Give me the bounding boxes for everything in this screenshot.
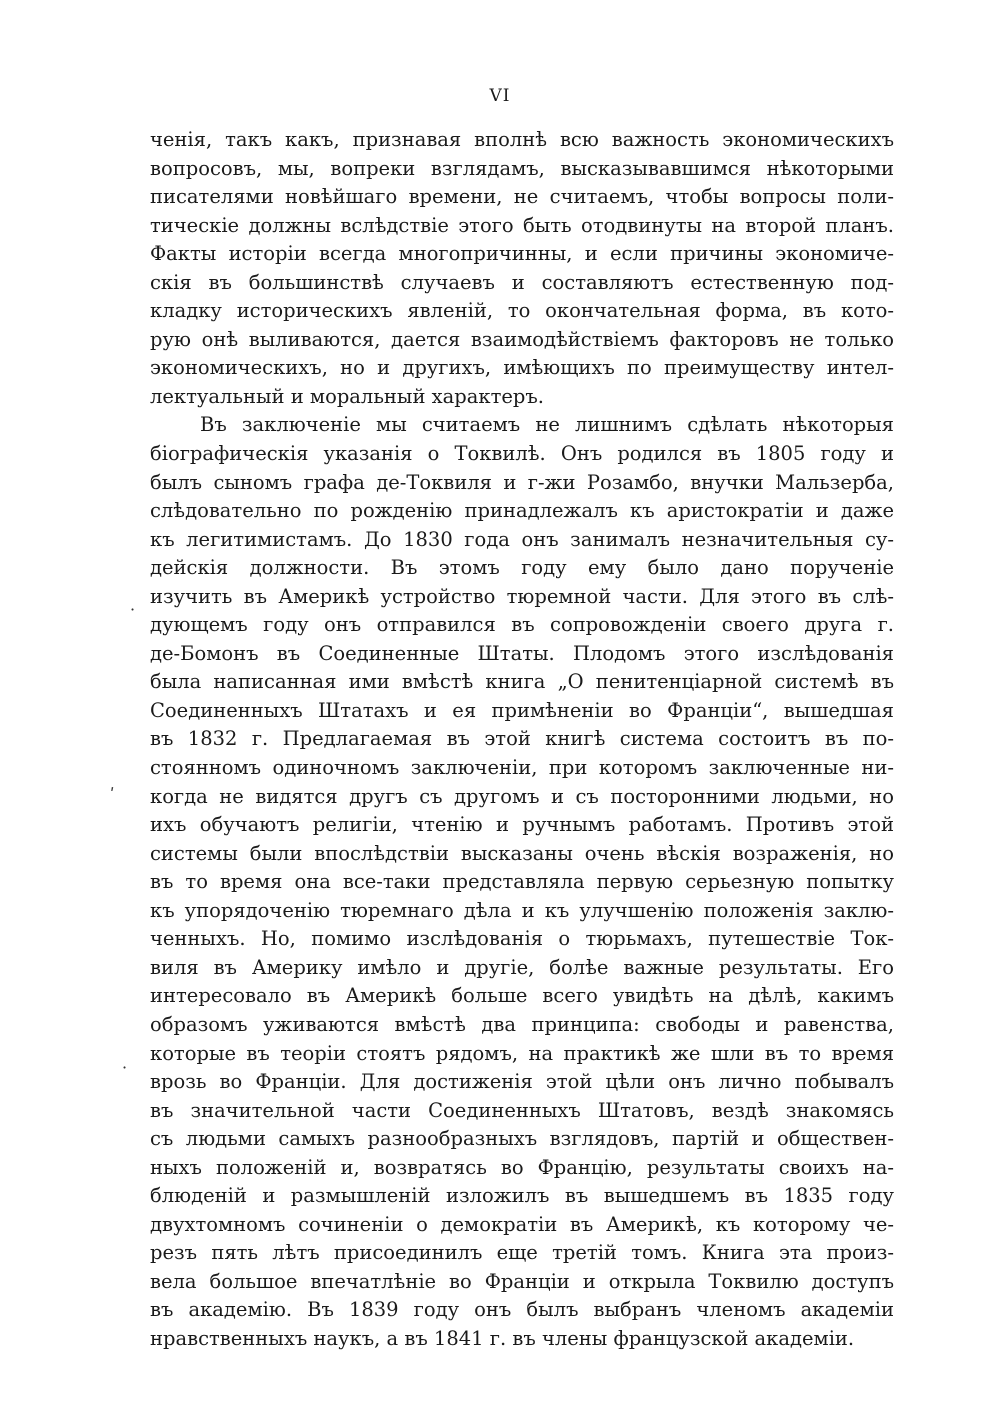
text-line: въ значительной части Соединенныхъ Штатовъ, вездѣ знакомясь: [150, 1098, 894, 1122]
text-line: резъ пять лѣтъ присоединилъ еще третій томъ. Книга эта произ-: [150, 1241, 894, 1265]
text-line: былъ сыномъ графа де-Токвиля и г-жи Розамбо, внучки Мальзерба,: [150, 470, 894, 494]
text-line: врозь во Франціи. Для достиженія этой цѣли онъ лично побывалъ: [150, 1070, 894, 1094]
text-line: къ упорядоченію тюремнаго дѣла и къ улучшенію положенія заклю-: [150, 898, 894, 922]
text-line: въ то время она все-таки представляла первую серьезную попытку: [150, 870, 894, 894]
margin-mark: ·: [122, 1058, 128, 1077]
text-line: которые въ теоріи стоятъ рядомъ, на практикѣ же шли въ то время: [150, 1041, 894, 1065]
text-line: Въ заключеніе мы считаемъ не лишнимъ сдѣлать нѣкоторыя: [200, 413, 894, 437]
text-line: ченія, такъ какъ, признавая вполнѣ всю важность экономическихъ: [150, 128, 894, 151]
text-line: нравственныхъ наукъ, а въ 1841 г. въ члены французской академіи.: [150, 1326, 855, 1350]
text-line: писателями новѣйшаго времени, не считаемъ, чтобы вопросы поли-: [150, 185, 894, 209]
margin-mark: ʹ: [110, 785, 115, 804]
text-line: съ людьми самыхъ разнообразныхъ взглядовъ, партій и обществен-: [150, 1127, 894, 1151]
text-line: виля въ Америку имѣло и другіе, болѣе важные результаты. Его: [150, 955, 894, 979]
text-line: изучить въ Америкѣ устройство тюремной части. Для этого въ слѣ-: [150, 584, 894, 608]
text-line: въ 1832 г. Предлагаемая въ этой книгѣ система состоитъ въ по-: [150, 727, 894, 751]
text-line: кладку историческихъ явленій, то окончательная форма, въ кото-: [150, 299, 894, 323]
text-line: дейскія должности. Въ этомъ году ему было дано порученіе: [150, 556, 894, 580]
text-line: тическіе должны вслѣдствіе этого быть отодвинуты на второй планъ.: [150, 213, 894, 237]
paragraph-2: [150, 411, 894, 1353]
text-line: де-Бомонъ въ Соединенные Штаты. Плодомъ этого изслѣдованія: [150, 641, 894, 665]
text-line: рую онѣ выливаются, дается взаимодѣйствіемъ факторовъ не только: [150, 327, 894, 351]
text-line: слѣдовательно по рожденію принадлежалъ къ аристократіи и даже: [150, 499, 894, 523]
text-line: скія въ большинствѣ случаевъ и составляютъ естественную под-: [150, 270, 894, 294]
text-line: интересовало въ Америкѣ больше всего увидѣть на дѣлѣ, какимъ: [150, 984, 894, 1008]
text-line: стоянномъ одиночномъ заключеніи, при которомъ заключенные ни-: [150, 756, 894, 780]
text-line: лектуальный и моральный характеръ.: [150, 384, 544, 408]
text-line: ихъ обучаютъ религіи, чтенію и ручнымъ работамъ. Противъ этой: [150, 813, 894, 837]
text-line: когда не видятся другъ съ другомъ и съ посторонними людьми, но: [150, 784, 894, 808]
margin-mark: ·: [130, 600, 136, 619]
body-text: [150, 126, 894, 1354]
text-line: Соединенныхъ Штатахъ и ея примѣненіи во Франціи“, вышедшая: [150, 698, 894, 722]
text-line: вела большое впечатлѣніе во Франціи и открыла Токвилю доступъ: [150, 1269, 894, 1293]
text-line: ченныхъ. Но, помимо изслѣдованія о тюрьмахъ, путешествіе Ток-: [150, 927, 894, 951]
text-line: вопросовъ, мы, вопреки взглядамъ, высказывавшимся нѣкоторыми: [150, 156, 894, 180]
text-line: экономическихъ, но и другихъ, имѣющихъ по преимуществу интел-: [150, 356, 894, 380]
text-line: системы были впослѣдствіи высказаны очень вѣскія возраженія, но: [150, 841, 894, 865]
text-line: дующемъ году онъ отправился въ сопровожденіи своего друга г.: [150, 613, 894, 637]
text-line: ныхъ положеній и, возвратясь во Францію, результаты своихъ на-: [150, 1155, 894, 1179]
text-line: въ академію. Въ 1839 году онъ былъ выбранъ членомъ академіи: [150, 1298, 894, 1322]
text-line: двухтомномъ сочиненіи о демократіи въ Америкѣ, къ которому че-: [150, 1212, 894, 1236]
paragraph-1: [150, 126, 894, 411]
text-line: къ легитимистамъ. До 1830 года онъ занималъ незначительныя су-: [150, 527, 894, 551]
text-line: была написанная ими вмѣстѣ книга „О пенитенціарной системѣ въ: [150, 670, 894, 694]
page-number: VI: [489, 86, 511, 106]
text-line: образомъ уживаются вмѣстѣ два принципа: свободы и равенства,: [150, 1012, 894, 1036]
text-line: блюденій и размышленій изложилъ въ вышедшемъ въ 1835 году: [150, 1184, 894, 1208]
text-line: біографическія указанія о Токвилѣ. Онъ родился въ 1805 году и: [150, 442, 894, 466]
text-line: Факты исторіи всегда многопричинны, и если причины экономиче-: [150, 242, 894, 266]
